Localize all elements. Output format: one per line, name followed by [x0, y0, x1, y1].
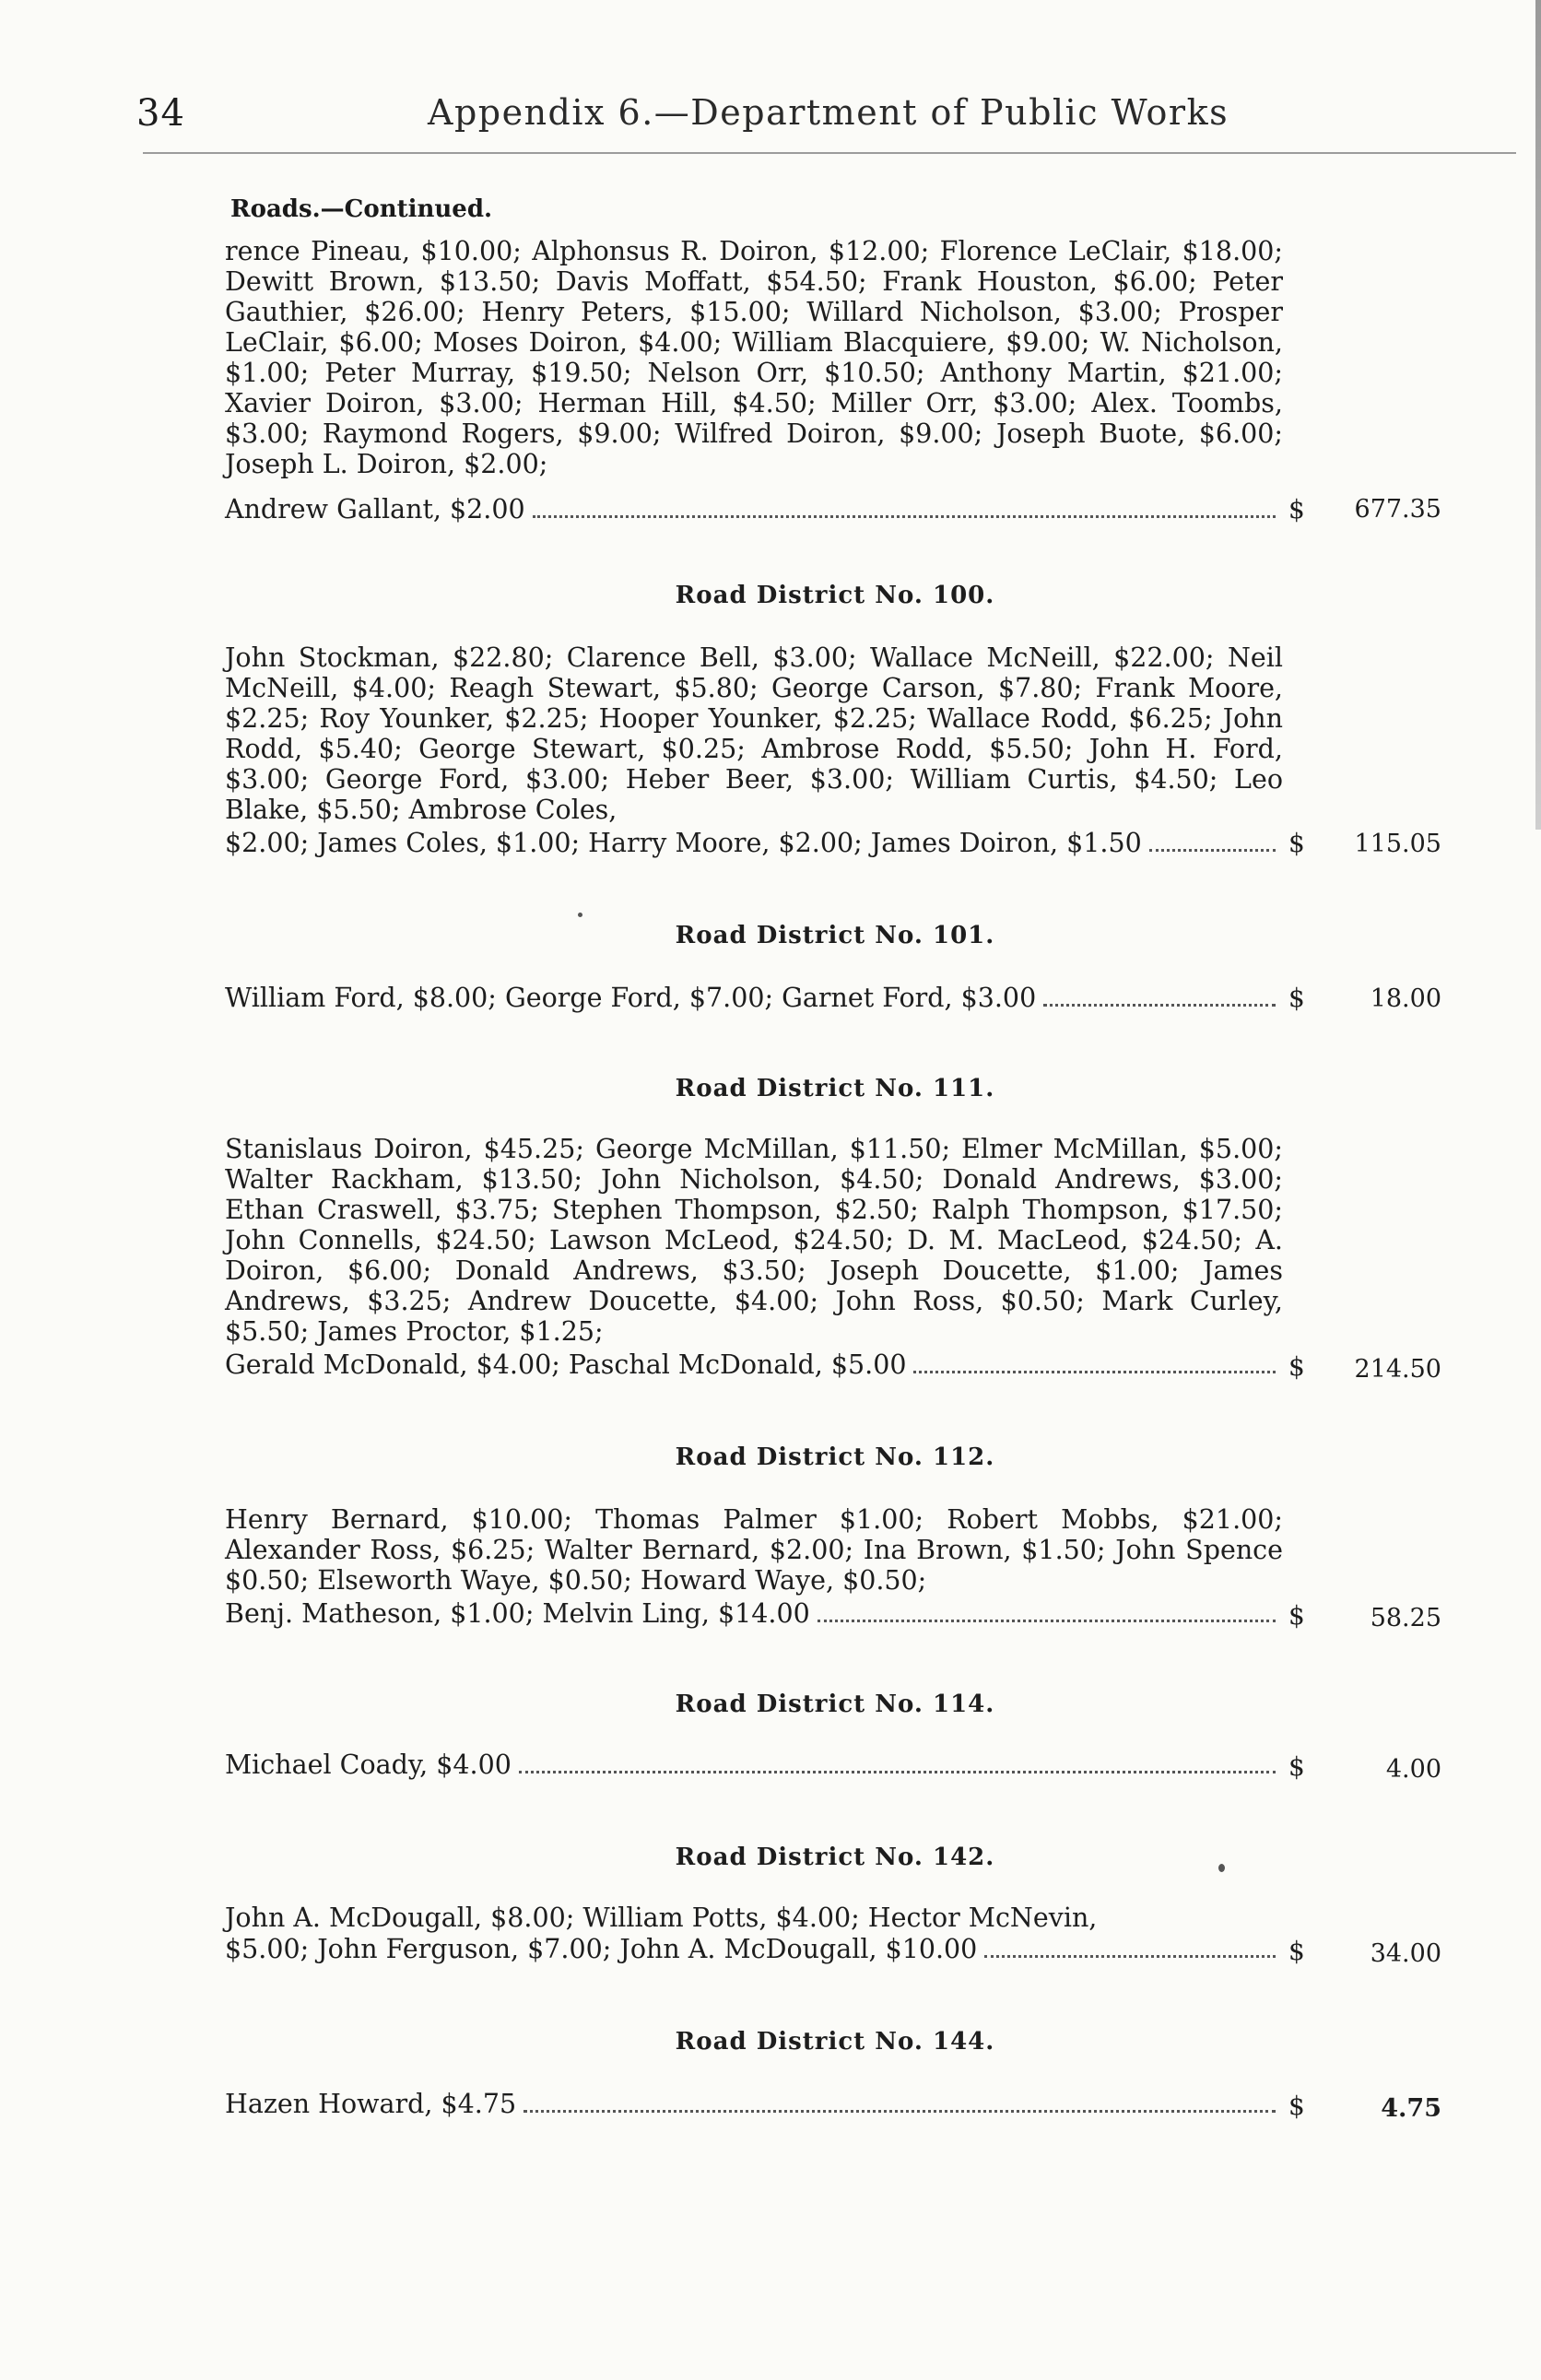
running-head	[0, 92, 1541, 144]
dollar-sign: $	[1288, 1751, 1305, 1782]
section-total-line	[225, 983, 1283, 1013]
dollar-sign: $	[1288, 983, 1305, 1013]
section-heading: Road District No. 111.	[675, 1075, 995, 1102]
section-last-line: $5.00; John Ferguson, $7.00; John A. McDougall, $10.00	[225, 1934, 978, 1964]
section-last-line: William Ford, $8.00; George Ford, $7.00; Garnet Ford, $3.00	[225, 983, 1037, 1013]
section-last-line: Gerald McDonald, $4.00; Paschal McDonald, $5.00	[225, 1349, 907, 1380]
running-head-title: Appendix 6.—Department of Public Works	[428, 92, 1229, 133]
section-amount: 34.00	[1370, 1939, 1441, 1968]
header-rule	[143, 152, 1516, 154]
continued-heading: Roads.—Continued.	[230, 195, 493, 223]
section-heading: Road District No. 142.	[675, 1844, 995, 1871]
section-amount: 18.00	[1370, 984, 1441, 1013]
dollar-sign: $	[1288, 1936, 1305, 1966]
section-last-line: Hazen Howard, $4.75	[225, 2089, 517, 2119]
section-total-line	[225, 828, 1283, 858]
dollar-sign: $	[1288, 828, 1305, 858]
dollar-sign: $	[1288, 2091, 1305, 2121]
dollar-sign: $	[1288, 1600, 1305, 1631]
section-body: rence Pineau, $10.00; Alphonsus R. Doiron, $12.00; Florence LeClair, $18.00; Dewitt Brown, $13.50; Davis Moffatt, $54.50; Frank Houston, $6.00; Peter Gauthier, $26.00; Henry Peters, $15.00; Willard Nicholson, $3.00; Prosper LeClair, $6.00; Moses Doiron, $4.00; William Blacquiere, $9.00; W. Nicholson, $1.00; Peter Murray, $19.50; Nelson Orr, $10.50; Anthony Martin, $21.00; Xavier Doiron, $3.00; Herman Hill, $4.50; Miller Orr, $3.00; Alex. Toombs, $3.00; Raymond Rogers, $9.00; Wilfred Doiron, $9.00; Joseph Buote, $6.00; Joseph L. Doiron, $2.00;	[225, 236, 1283, 479]
section-total-line	[225, 1750, 1283, 1780]
dot-leader	[1043, 985, 1276, 1007]
section-body: John Stockman, $22.80; Clarence Bell, $3.00; Wallace McNeill, $22.00; Neil McNeill, $4.00; Reagh Stewart, $5.80; George Carson, $7.80; Frank Moore, $2.25; Roy Younker, $2.25; Hooper Younker, $2.25; Wallace Rodd, $6.25; John Rodd, $5.40; George Stewart, $0.25; Ambrose Rodd, $5.50; John H. Ford, $3.00; George Ford, $3.00; Heber Beer, $3.00; William Curtis, $4.50; Leo Blake, $5.50; Ambrose Coles,	[225, 642, 1283, 825]
dot-leader	[523, 2091, 1276, 2113]
section-amount: 58.25	[1370, 1604, 1441, 1632]
dot-leader	[519, 1752, 1276, 1773]
section-total-line	[225, 494, 1283, 524]
section-last-line: $2.00; James Coles, $1.00; Harry Moore, $2.00; James Doiron, $1.50	[225, 828, 1142, 858]
print-speck	[578, 913, 582, 917]
section-amount: 4.00	[1385, 1755, 1441, 1784]
dollar-sign: $	[1288, 1351, 1305, 1382]
page-number: 34	[136, 92, 185, 135]
section-amount: 214.50	[1354, 1355, 1441, 1384]
dot-leader	[913, 1352, 1276, 1373]
section-amount: 4.75	[1381, 2094, 1441, 2123]
section-heading: Road District No. 100.	[675, 582, 995, 609]
dot-leader	[1149, 831, 1276, 852]
section-last-line: Michael Coady, $4.00	[225, 1750, 512, 1780]
section-heading: Road District No. 144.	[675, 2028, 995, 2056]
section-body: Stanislaus Doiron, $45.25; George McMillan, $11.50; Elmer McMillan, $5.00; Walter Rackham, $13.50; John Nicholson, $4.50; Donald Andrews, $3.00; Ethan Craswell, $3.75; Stephen Thompson, $2.50; Ralph Thompson, $17.50; John Connells, $24.50; Lawson McLeod, $24.50; D. M. MacLeod, $24.50; A. Doiron, $6.00; Donald Andrews, $3.50; Joseph Doucette, $1.00; James Andrews, $3.25; Andrew Doucette, $4.00; John Ross, $0.50; Mark Curley, $5.50; James Proctor, $1.25;	[225, 1134, 1283, 1347]
section-heading: Road District No. 101.	[675, 922, 995, 949]
section-total-line	[225, 1349, 1283, 1380]
section-total-line	[225, 1598, 1283, 1629]
dot-leader	[533, 497, 1276, 518]
section-body: Henry Bernard, $10.00; Thomas Palmer $1.00; Robert Mobbs, $21.00; Alexander Ross, $6.25; Walter Bernard, $2.00; Ina Brown, $1.50; John Spence $0.50; Elseworth Waye, $0.50; Howard Waye, $0.50;	[225, 1504, 1283, 1596]
dot-leader	[984, 1937, 1276, 1958]
section-amount: 115.05	[1354, 830, 1441, 858]
section-heading: Road District No. 114.	[675, 1691, 995, 1718]
section-total-line	[225, 2089, 1283, 2119]
section-body: John A. McDougall, $8.00; William Potts, $4.00; Hector McNevin,	[225, 1903, 1098, 1933]
section-total-line	[225, 1934, 1283, 1964]
section-heading: Road District No. 112.	[675, 1443, 995, 1471]
dot-leader	[818, 1601, 1276, 1622]
section-last-line: Benj. Matheson, $1.00; Melvin Ling, $14.00	[225, 1598, 810, 1629]
section-last-line: Andrew Gallant, $2.00	[225, 494, 525, 524]
section-amount: 677.35	[1354, 495, 1441, 524]
dollar-sign: $	[1288, 494, 1305, 524]
